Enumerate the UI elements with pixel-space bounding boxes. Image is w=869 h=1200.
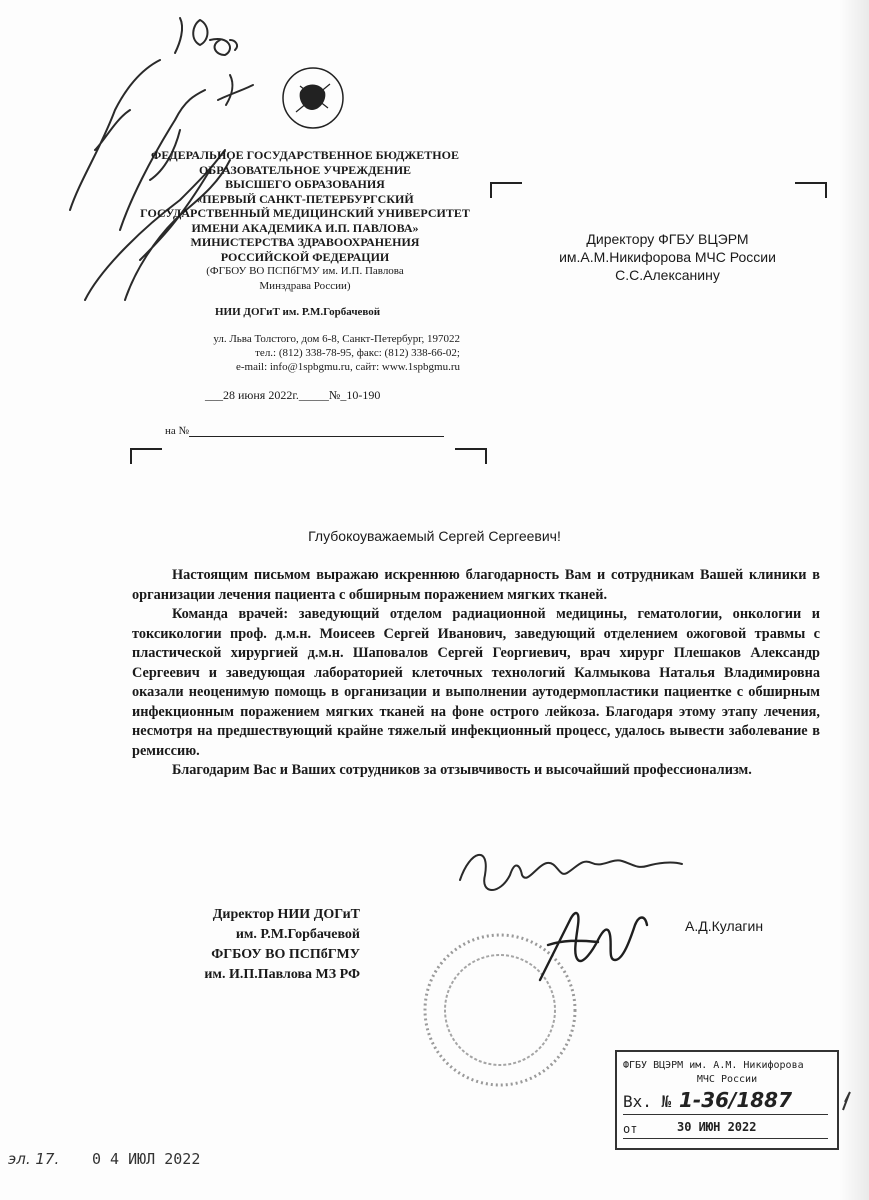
institute-name: НИИ ДОГиТ им. Р.М.Горбачевой: [215, 306, 381, 318]
letterhead-line: РОССИЙСКОЙ ФЕДЕРАЦИИ: [220, 249, 390, 264]
letterhead-line: ГОСУДАРСТВЕННЫЙ МЕДИЦИНСКИЙ УНИВЕРСИТЕТ: [140, 206, 470, 220]
reference-line: [165, 425, 444, 437]
signature-line: Директор НИИ ДОГиТ: [212, 907, 360, 922]
address-line: ул. Льва Толстого, дом 6-8, Санкт-Петербург, 197022: [213, 333, 460, 345]
signature-block: [170, 905, 360, 985]
reference-label: на №: [165, 425, 190, 437]
greeting: Глубокоуважаемый Сергей Сергеевич!: [308, 528, 561, 544]
address-line: e-mail: info@1spbgmu.ru, сайт: www.1spbgmu.ru: [235, 361, 460, 373]
corner-bracket: [130, 448, 162, 464]
signature-line: им. И.П.Павлова МЗ РФ: [204, 967, 360, 982]
page-edge-shadow: [839, 0, 869, 1200]
outgoing-date-number: ___28 июня 2022г._____№_10-190: [205, 388, 381, 402]
letterhead-ministry: Минздрава России): [259, 279, 351, 292]
stamp-rule: [623, 1114, 828, 1115]
university-logo: [283, 68, 343, 128]
letterhead-line: МИНИСТЕРСТВА ЗДРАВООХРАНЕНИЯ: [190, 235, 420, 249]
approval-handwriting: [460, 855, 682, 890]
letter-body: [132, 566, 820, 781]
address-line: тел.: (812) 338-78-95, факс: (812) 338-66-02;: [255, 347, 460, 359]
body-paragraph: Команда врачей: заведующий отделом радиационной медицины, гематологии, онкологии и токсикологии проф. д.м.н. Моисеев Сергей Иванович, заведующий отделением ожоговой травмы с пластической хирургией д.м.н. Шаповалов Сергей Георгиевич, врач хирург Плешаков Александр Сергеевич и заведующая лабораторией клеточных технологий Калмыкова Наталья Владимировна оказали неоценимую помощь в организации и выполнении аутодермопластики пациентке с обширным инфекционным поражением мягких тканей на фоне острого лейкоза. Благодаря этому этапу лечения, несмотря на предшествующий крайне тяжелый инфекционный процесс, удалось вывести заболевание в ремиссию.: [132, 606, 820, 759]
corner-bracket: [490, 182, 522, 198]
reference-blank: [189, 436, 444, 437]
stamp-date: 30 ИЮН 2022: [677, 1120, 757, 1134]
recipient-line: им.А.М.Никифорова МЧС России: [559, 249, 776, 265]
stamp-rule: [623, 1138, 828, 1139]
registration-stamp: [615, 1050, 839, 1150]
letterhead-line: ВЫСШЕГО ОБРАЗОВАНИЯ: [225, 177, 385, 191]
corner-bracket: [795, 182, 827, 198]
letterhead: [120, 148, 490, 293]
body-paragraph: Благодарим Вас и Ваших сотрудников за отзывчивость и высочайший профессионализм.: [172, 762, 752, 778]
signature-line: ФГБОУ ВО ПСПбГМУ: [211, 947, 360, 962]
body-paragraph: Настоящим письмом выражаю искреннюю благодарность Вам и сотрудникам Вашей клиники в организации лечения пациента с обширным поражением мягких тканей.: [132, 567, 820, 603]
recipient-block: [535, 230, 800, 284]
letterhead-line: «ПЕРВЫЙ САНКТ-ПЕТЕРБУРГСКИЙ: [196, 191, 414, 206]
stamp-org: ФГБУ ВЦЭРМ им. А.М. Никифорова: [623, 1060, 804, 1071]
bottom-date-stamp: 0 4 ИЮЛ 2022: [92, 1150, 201, 1168]
recipient-line: С.С.Алексанину: [615, 267, 720, 283]
letterhead-line: ФЕДЕРАЛЬНОЕ ГОСУДАРСТВЕННОЕ БЮДЖЕТНОЕ: [151, 148, 459, 162]
stamp-org2: МЧС России: [696, 1074, 758, 1085]
round-seal: [425, 935, 575, 1085]
letterhead-abbr: (ФГБОУ ВО ПСПбГМУ им. И.П. Павлова: [206, 265, 404, 277]
letterhead-line: ОБРАЗОВАТЕЛЬНОЕ УЧРЕЖДЕНИЕ: [198, 162, 412, 177]
recipient-line: Директору ФГБУ ВЦЭРМ: [586, 231, 749, 247]
corner-bracket: [455, 448, 487, 464]
institute-address: [160, 332, 460, 374]
bottom-handwritten-note: эл. 17.: [8, 1150, 60, 1168]
signer-name: А.Д.Кулагин: [685, 918, 764, 934]
stamp-vx-label: Вх. №: [623, 1092, 672, 1111]
signature-line: им. Р.М.Горбачевой: [235, 927, 360, 942]
letterhead-line: ИМЕНИ АКАДЕМИКА И.П. ПАВЛОВА»: [191, 220, 419, 235]
director-signature: [540, 913, 647, 980]
stamp-ot-label: от: [623, 1122, 638, 1136]
stamp-vx-number: 1-36/1887: [679, 1088, 793, 1112]
